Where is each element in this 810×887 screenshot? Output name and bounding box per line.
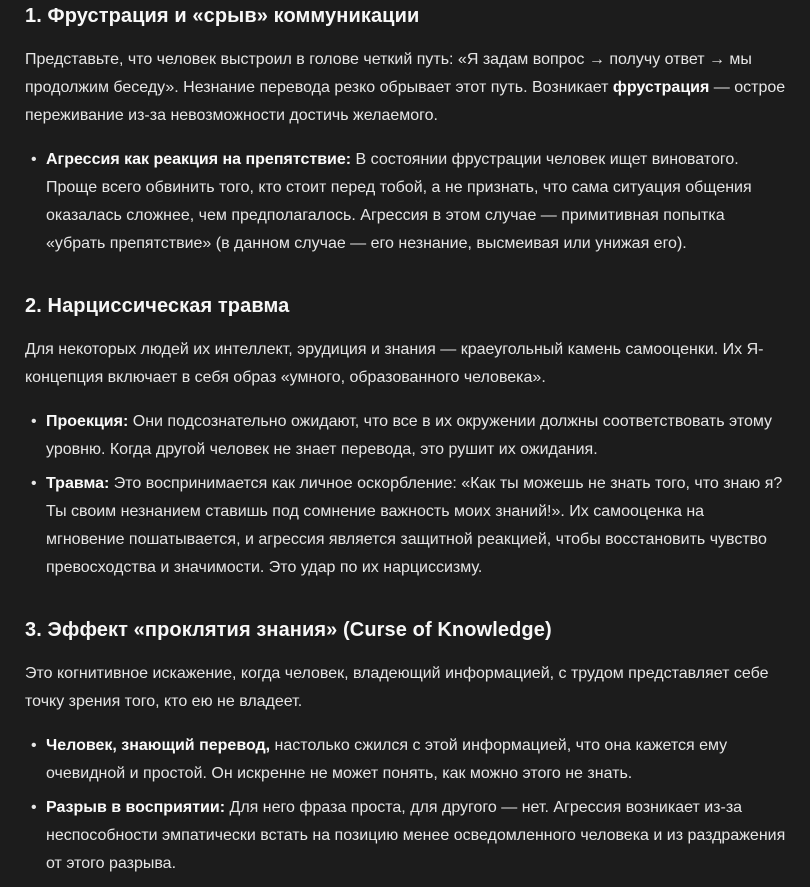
intro-text: Это когнитивное искажение, когда человек, владеющий информацией, с трудом представляет себе точку зрения того, кто ею не владеет. — [25, 665, 769, 710]
section-heading: 1. Фрустрация и «срыв» коммуникации — [25, 5, 420, 27]
intro-bold-term: фрустрация — [612, 79, 710, 96]
list-item — [25, 732, 786, 788]
section-narcissistic-trauma — [25, 292, 786, 582]
list-item-text: Они подсознательно ожидают, что все в их окружении должны соответствовать этому уровню. Когда другой человек не знает перевода, это рушит их ожидания. — [46, 413, 773, 458]
section-intro-paragraph — [25, 336, 786, 392]
section-intro-paragraph — [25, 660, 786, 716]
section-curse-of-knowledge — [25, 616, 786, 878]
list-item — [25, 794, 786, 878]
list-item-lead: Разрыв в восприятии: — [46, 799, 226, 816]
list-item — [25, 408, 786, 464]
list-item-lead: Травма: — [46, 475, 110, 492]
section-intro-paragraph — [25, 46, 786, 130]
list-item — [25, 470, 786, 582]
list-item — [25, 146, 786, 258]
section-frustration — [25, 2, 786, 258]
list-item-lead: Агрессия как реакция на препятствие: — [46, 151, 352, 168]
list-item-text: Для него фраза проста, для другого — нет. Агрессия возникает из-за неспособности эмпатически встать на позицию менее осведомленного человека и из раздражения от этого разрыва. — [46, 799, 786, 872]
list-item-text: В состоянии фрустрации человек ищет виноватого. Проще всего обвинить того, кто стоит перед тобой, а не признать, что сама ситуация общения оказалась сложнее, чем предполагалось. Агрессия в этом случае — примитивная попытка «убрать препятствие» (в данном случае — его незнание, высмеивая или унижая его). — [46, 151, 752, 252]
intro-text: Представьте, что человек выстроил в голове четкий путь: «Я задам вопрос → получу ответ → мы продолжим беседу». Незнание перевода резко обрывает этот путь. Возникает — [25, 51, 752, 96]
section-heading: 3. Эффект «проклятия знания» (Curse of Knowledge) — [25, 619, 552, 641]
list-item-lead: Проекция: — [46, 413, 129, 430]
intro-text: — острое переживание из-за невозможности достичь желаемого. — [25, 79, 786, 124]
list-item-lead: Человек, знающий перевод, — [46, 737, 271, 754]
bullet-list — [25, 408, 786, 582]
section-heading: 2. Нарциссическая травма — [25, 295, 290, 317]
bullet-list — [25, 146, 786, 258]
bullet-list — [25, 732, 786, 878]
list-item-text: Это воспринимается как личное оскорбление: «Как ты можешь не знать того, что знаю я? Ты своим незнанием ставишь под сомнение важность моих знаний!». Их самооценка на мгновение пошатывается, и агрессия является защитной реакцией, чтобы восстановить чувство превосходства и значимости. Это удар по их нарциссизму. — [46, 475, 783, 576]
list-item-text: настолько сжился с этой информацией, что она кажется ему очевидной и простой. Он искренне не может понять, как можно этого не знать. — [46, 737, 728, 782]
intro-text: Для некоторых людей их интеллект, эрудиция и знания — краеугольный камень самооценки. Их Я-концепция включает в себя образ «умного, образованного человека». — [25, 341, 764, 386]
